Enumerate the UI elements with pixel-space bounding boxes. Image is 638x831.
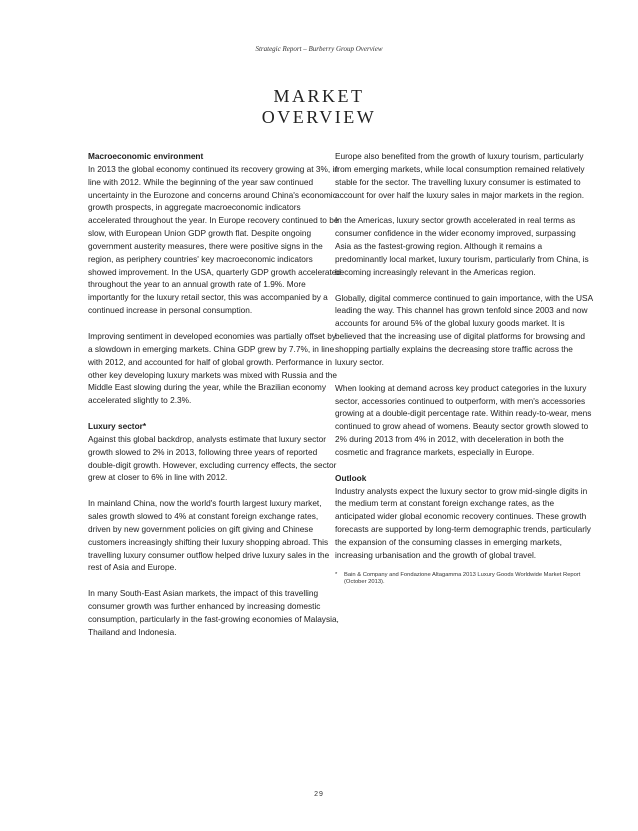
digital-paragraph: Globally, digital commerce continued to gain importance, with the USA leading the way. This channel has grown tenfold since 2003 and now accounts for around 5% of the global luxury goods market. It is believed that the increasing use of digital platforms for browsing and shopping partially explains the decreasing store traffic across the luxury sector.	[335, 292, 593, 367]
running-head: Strategic Report – Burberry Group Overview	[255, 45, 383, 53]
footnote	[335, 572, 593, 587]
page-title	[0, 86, 638, 128]
left-column	[88, 150, 342, 652]
macroeconomic-heading: Macroeconomic environment	[88, 151, 204, 161]
page-number: 29	[314, 791, 324, 798]
luxury-sector-heading: Luxury sector*	[88, 421, 147, 432]
luxury-sector-paragraph-1: Against this global backdrop, analysts estimate that luxury sector growth slowed to 2% in 2013, following three years of reported double-digit growth. However, excluding currency effects, the sector grew at closer to 6% in line with 2012.	[88, 433, 337, 483]
page-title-line-2: OVERVIEW	[261, 107, 377, 127]
americas-paragraph: In the Americas, luxury sector growth accelerated in real terms as consumer confidence in the wider economy improved, surpassing Asia as the fastest-growing region. Although it remains a predominantly local market, luxury tourism, particularly from China, is becoming increasingly relevant in the Americas region.	[335, 215, 589, 277]
footnote-mark: *	[335, 571, 338, 578]
macroeconomic-paragraph-2: Improving sentiment in developed economies was partially offset by a slowdown in emerging markets. China GDP grew by 7.7%, in line with 2012, and accounted for half of global growth. Performance in other key developing luxury markets was mixed with Russia and the Middle East slowing during the year, while the Brazilian economy accelerated slightly to 2.3%.	[88, 330, 338, 406]
outlook-paragraph: Industry analysts expect the luxury sector to grow mid-single digits in the medium term at constant foreign exchange rates, as the anticipated wider global economic recovery continues. These growth forecasts are supported by long-term demographic trends, particularly the expansion of the consuming classes in emerging markets, increasing urbanisation and the growth of global travel.	[335, 485, 591, 560]
macroeconomic-paragraph-1: In 2013 the global economy continued its recovery growing at 3%, in line with 2012. While the beginning of the year saw continued uncertainty in the Eurozone and concerns around China's economic growth prospects, in aggregate macroeconomic indicators accelerated throughout the year. In Europe recovery continued to be slow, with European Union GDP growth flat. Despite ongoing government austerity measures, there were positive signs in the region, as periphery countries' key macroeconomic indicators showed improvement. In the USA, quarterly GDP growth accelerated throughout the year to an annual growth rate of 1.9%. More importantly for the luxury retail sector, this was accompanied by a continued increase in personal consumption.	[88, 163, 342, 316]
luxury-sector-paragraph-3: In many South-East Asian markets, the impact of this travelling consumer growth was further enhanced by increasing domestic consumption, particularly in the fast-growing economies of Malaysia, Thailand and Indonesia.	[88, 588, 339, 637]
right-column	[335, 150, 593, 587]
page-title-line-1: MARKET	[273, 86, 365, 106]
europe-paragraph: Europe also benefited from the growth of luxury tourism, particularly from emerging markets, while local consumption remained relatively stable for the sector. The travelling luxury consumer is estimated to account for over half the luxury sales in major markets in the region.	[335, 151, 585, 200]
outlook-heading: Outlook	[335, 472, 367, 483]
footnote-text: Bain & Company and Fondazione Altagamma 2013 Luxury Goods Worldwide Market Report (October 2013).	[344, 571, 581, 586]
categories-paragraph: When looking at demand across key product categories in the luxury sector, accessories continued to outperform, with men's accessories growing at a double-digit percentage rate. Within ready-to-wear, mens continued to grow ahead of womens. Beauty sector growth slowed to 2% during 2013 from 4% in 2012, with deceleration in both the cosmetic and fragrance markets, especially in Europe.	[335, 382, 592, 457]
luxury-sector-paragraph-2: In mainland China, now the world's fourth largest luxury market, sales growth slowed to 4% at constant foreign exchange rates, driven by new government policies on gift giving and Chinese customers increasingly shifting their luxury shopping abroad. This travelling luxury consumer outflow helped drive luxury sales in the rest of Asia and Europe.	[88, 498, 330, 573]
